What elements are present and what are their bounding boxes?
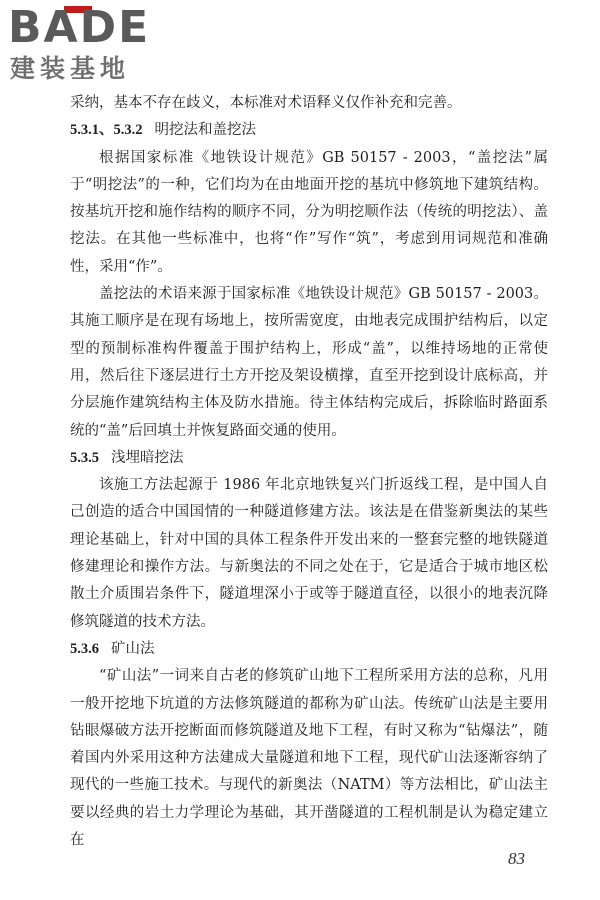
logo-brand: BADE <box>8 2 151 53</box>
paragraph-shallow-mining: 该施工方法起源于 1986 年北京地铁复兴门折返线工程，是中国人自己创造的适合中国国情的一种隧道修建方法。该法是在借鉴新奥法的某些理论基础上，针对中国的具体工程条件开发出来的一整套完整的地铁隧道修建理论和操作方法。与新奥法的不同之处在于，它是适合于城市地区松散土介质围岩条件下，隧道埋深小于或等于隧道直径，以很小的地表沉降修筑隧道的技术方法。 <box>70 477 548 630</box>
logo-subtitle: 建装基地 <box>10 54 131 83</box>
page-number: 83 <box>508 849 525 868</box>
paragraph-carryover: 采纳，基本不存在歧义，本标准对术语释义仅作补充和完善。 <box>70 95 462 111</box>
page-body <box>70 90 548 854</box>
section-heading-5-3-1 <box>70 117 548 144</box>
paragraph-open-cut-definition: 根据国家标准《地铁设计规范》GB 50157 - 2003，“盖挖法”属于“明挖法”的一种，它们均为在由地面开挖的基坑中修筑地下建筑结构。按基坑开挖和施作结构的顺序不同，分为明挖顺作法（传统的明挖法）、盖挖法。在其他一些标准中，也将“作”写作“筑”，考虑到用词规范和准确性，采用“作”。 <box>70 149 548 275</box>
section-heading-5-3-6 <box>70 636 548 663</box>
paragraph-mining-method: “矿山法”一词来自古老的修筑矿山地下工程所采用方法的总称，凡用一般开挖地下坑道的方法修筑隧道的都称为矿山法。传统矿山法是主要用钻眼爆破方法开挖断面而修筑隧道及地下工程，有时又称为“钻爆法”，随着国内外采用这种方法建成大量隧道和地下工程，现代矿山法逐渐容纳了现代的一些施工技术。与现代的新奥法（NATM）等方法相比，矿山法主要以经典的岩土力学理论为基础，其开凿隧道的工程机制是认为稳定建立在 <box>70 668 548 849</box>
section-number: 5.3.6 <box>70 640 99 657</box>
section-title: 浅埋暗挖法 <box>111 449 184 466</box>
section-number: 5.3.1、5.3.2 <box>70 122 143 139</box>
section-heading-5-3-5 <box>70 445 548 472</box>
section-title: 矿山法 <box>111 640 155 657</box>
section-title: 明挖法和盖挖法 <box>154 122 256 139</box>
section-number: 5.3.5 <box>70 449 99 466</box>
paragraph-cover-excavation: 盖挖法的术语来源于国家标准《地铁设计规范》GB 50157 - 2003。其施工顺序是在现有场地上，按所需宽度，由地表完成围护结构后，以定型的预制标准构件覆盖于围护结构上，形成“盖”，以维持场地的正常使用，然后往下逐层进行土方开挖及架设横撑，直至开挖到设计底标高，并分层施作建筑结构主体及防水措施。待主体结构完成后，拆除临时路面系统的“盖”后回填土并恢复路面交通的使用。 <box>70 286 548 439</box>
bade-logo <box>8 4 178 88</box>
